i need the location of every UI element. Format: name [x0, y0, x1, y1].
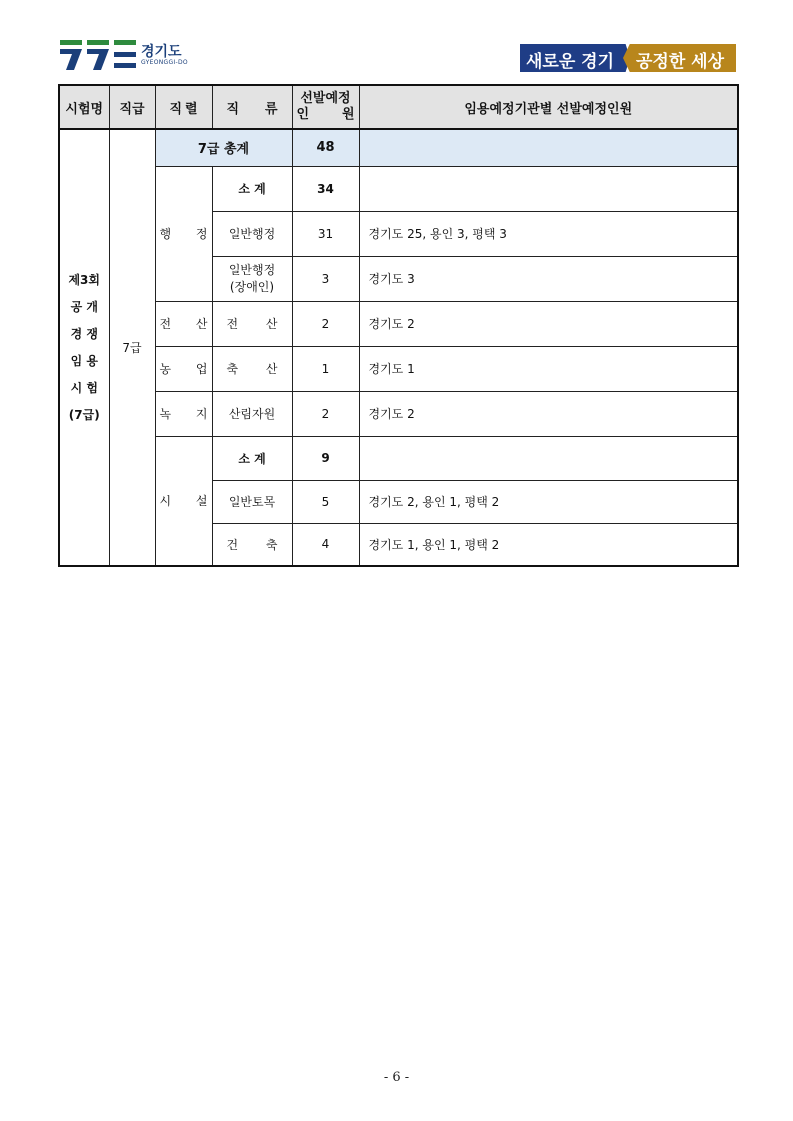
- quota-cell: 5: [292, 480, 359, 523]
- total-label: 7급 총계: [155, 129, 292, 166]
- grade-cell: 7급: [109, 129, 155, 566]
- agency-cell: 경기도 1, 용인 1, 평택 2: [359, 523, 738, 566]
- class-cell: 전 산: [212, 301, 292, 346]
- class-cell: 산림자원: [212, 391, 292, 436]
- subtotal-agency: [359, 436, 738, 480]
- quota-cell: 3: [292, 256, 359, 301]
- header-quota: 선발예정 인 원: [292, 85, 359, 129]
- logo-subtext: GYEONGGI-DO: [141, 59, 188, 66]
- agency-cell: 경기도 3: [359, 256, 738, 301]
- quota-cell: 4: [292, 523, 359, 566]
- class-cell: 축 산: [212, 346, 292, 391]
- series-siseol: 시 설: [155, 436, 212, 566]
- header-grade: 직급: [109, 85, 155, 129]
- header-exam: 시험명: [59, 85, 109, 129]
- class-cell: 일반토목: [212, 480, 292, 523]
- recruitment-table: [58, 84, 739, 567]
- slogan-right-text: 공정한 세상: [636, 52, 725, 72]
- total-agency: [359, 129, 738, 166]
- agency-cell: 경기도 2: [359, 301, 738, 346]
- table-row: [59, 166, 738, 211]
- quota-cell: 31: [292, 211, 359, 256]
- exam-name-cell: 제3회 공 개 경 쟁 임 용 시 험 (7급): [59, 129, 109, 566]
- class-cell: 일반행정 (장애인): [212, 256, 292, 301]
- subtotal-label: 소 계: [212, 166, 292, 211]
- series-haengjeong: 행 정: [155, 166, 212, 301]
- quota-cell: 2: [292, 301, 359, 346]
- subtotal-value: 34: [292, 166, 359, 211]
- agency-cell: 경기도 25, 용인 3, 평택 3: [359, 211, 738, 256]
- gyeonggi-logo-mark-icon: [60, 40, 138, 70]
- header-series: 직 렬: [155, 85, 212, 129]
- table-row: [59, 301, 738, 346]
- class-cell: 일반행정: [212, 211, 292, 256]
- series-nongeop: 농 업: [155, 346, 212, 391]
- agency-cell: 경기도 2: [359, 391, 738, 436]
- quota-cell: 1: [292, 346, 359, 391]
- agency-cell: 경기도 1: [359, 346, 738, 391]
- table-row: [59, 436, 738, 480]
- subtotal-agency: [359, 166, 738, 211]
- page-number: - 6 -: [383, 1070, 410, 1085]
- subtotal-label: 소 계: [212, 436, 292, 480]
- series-jeonsan: 전 산: [155, 301, 212, 346]
- subtotal-value: 9: [292, 436, 359, 480]
- header-row: [59, 85, 738, 129]
- agency-cell: 경기도 2, 용인 1, 평택 2: [359, 480, 738, 523]
- total-row: [59, 129, 738, 166]
- slogan-banner: [520, 44, 736, 74]
- logo-text: 경기도: [141, 44, 182, 60]
- table-row: [59, 346, 738, 391]
- header-class: 직 류: [212, 85, 292, 129]
- gyeonggi-logo: [60, 40, 200, 72]
- class-cell: 건 축: [212, 523, 292, 566]
- table-row: [59, 391, 738, 436]
- quota-cell: 2: [292, 391, 359, 436]
- slogan-left-text: 새로운 경기: [526, 52, 615, 72]
- header-agency: 임용예정기관별 선발예정인원: [359, 85, 738, 129]
- series-nokji: 녹 지: [155, 391, 212, 436]
- total-value: 48: [292, 129, 359, 166]
